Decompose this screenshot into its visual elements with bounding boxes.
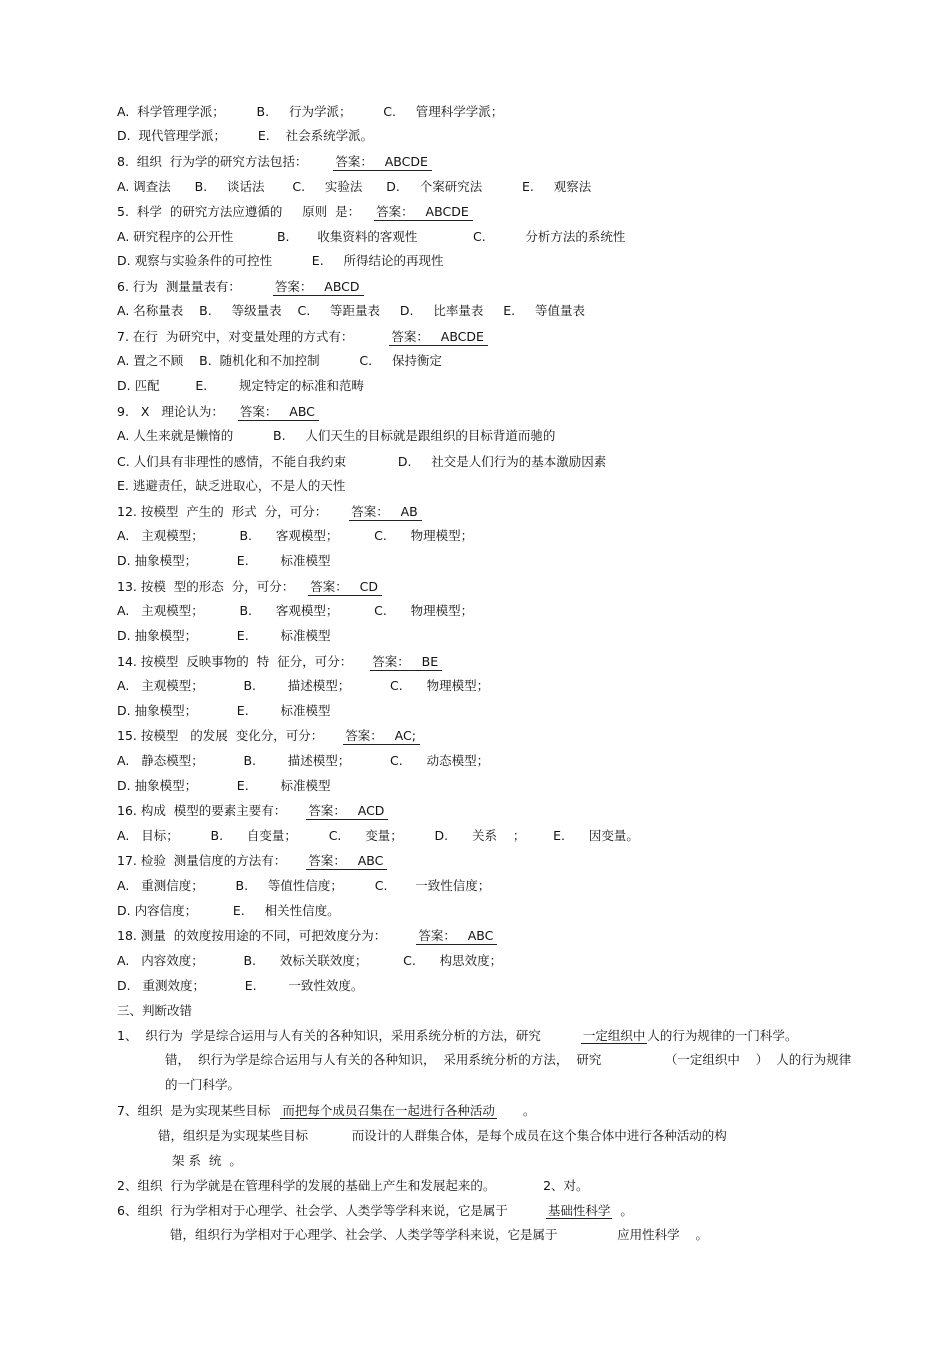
underlined-blank: 基础性科学 xyxy=(547,1203,611,1218)
option-line: A. 科学管理学派； B. 行为学派； C. 管理科学学派； xyxy=(117,104,504,119)
option-line: A. 静态模型； B. 描述模型； C. 动态模型； xyxy=(117,753,490,768)
option-line: D. 抽象模型； E. 标准模型 xyxy=(117,703,331,718)
option-line: A. 人生来就是懒惰的 B. 人们天生的目标就是跟组织的目标背道而驰的 xyxy=(117,428,556,443)
question-line xyxy=(117,853,387,870)
option-line: D. 现代管理学派； E. 社会系统学派。 xyxy=(117,128,374,143)
option-line: D. 抽象模型； E. 标准模型 xyxy=(117,778,331,793)
question-line xyxy=(117,504,422,521)
question-text: 14. 按模型 反映事物的 特 征分，可分： xyxy=(117,654,353,669)
underlined-blank: 而把每个成员召集在一起进行各种活动 xyxy=(282,1103,495,1118)
answer-text: 答案： ACD xyxy=(306,803,388,820)
section-heading: 三、判断改错 xyxy=(117,1003,193,1018)
option-line: D. 抽象模型； E. 标准模型 xyxy=(117,628,331,643)
underlined-blank: 一定组织中 xyxy=(582,1028,646,1043)
judge-item: 1、 织行为 学是综合运用与人有关的各种知识，采用系统分析的方法，研究 一定组织中 人的行为规律的一门科学。 xyxy=(117,1028,798,1043)
option-line: E. 逃避责任，缺乏进取心，不是人的天性 xyxy=(117,478,346,493)
answer-text: 答案： AC; xyxy=(343,728,420,745)
question-text: 16. 构成 模型的要素主要有： xyxy=(117,803,287,818)
option-line: A. 内容效度； B. 效标关联效度； C. 构思效度； xyxy=(117,953,503,968)
answer-text: 答案： ABCDE xyxy=(333,154,432,171)
answer-text: 答案： AB xyxy=(349,504,422,521)
question-text: 17. 检验 测量信度的方法有： xyxy=(117,853,287,868)
option-line: A. 重测信度； B. 等值性信度； C. 一致性信度； xyxy=(117,878,491,893)
question-line xyxy=(117,329,488,346)
option-line: A. 研究程序的公开性 B. 收集资料的客观性 C. 分析方法的系统性 xyxy=(117,229,626,244)
answer-text: 答案： ABCDE xyxy=(389,329,488,346)
option-line: A. 名称量表 B. 等级量表 C. 等距量表 D. 比率量表 E. 等值量表 xyxy=(117,303,585,318)
judge-item: 6、组织 行为学相对于心理学、社会学、人类学等学科来说，它是属于 基础性科学 。 xyxy=(117,1203,633,1218)
option-line: A. 目标； B. 自变量； C. 变量； D. 关系 ； E. 因变量。 xyxy=(117,828,639,843)
answer-text: 答案： ABCDE xyxy=(374,204,473,221)
option-line: A. 主观模型； B. 客观模型； C. 物理模型； xyxy=(117,603,474,618)
answer-text: 答案： ABCD xyxy=(273,279,364,296)
answer-text: 答案： ABC xyxy=(416,928,497,945)
judge-correction: 错，组织是为实现某些目标 而设计的人群集合体，是每个成员在这个集合体中进行各种活动的构 xyxy=(158,1128,727,1143)
option-line: D. 抽象模型； E. 标准模型 xyxy=(117,553,331,568)
question-text: 15. 按模型 的发展 变化分，可分： xyxy=(117,728,324,743)
judge-correction: 错，组织行为学相对于心理学、社会学、人类学等学科来说，它是属于 应用性科学 。 xyxy=(170,1227,708,1242)
judge-item: 7、组织 是为实现某些目标 而把每个成员召集在一起进行各种活动 。 xyxy=(117,1103,536,1118)
option-line: D. 观察与实验条件的可控性 E. 所得结论的再现性 xyxy=(117,253,444,268)
question-line xyxy=(117,654,442,671)
option-line: A. 主观模型； B. 描述模型； C. 物理模型； xyxy=(117,678,490,693)
question-line xyxy=(117,404,319,421)
option-line: C. 人们具有非理性的感情，不能自我约束 D. 社交是人们行为的基本激励因素 xyxy=(117,454,607,469)
question-text: 6. 行为 测量量表有： xyxy=(117,279,241,294)
question-line xyxy=(117,928,497,945)
question-line xyxy=(117,803,388,820)
answer-text: 答案： ABC xyxy=(238,404,319,421)
judge-correction: 错， 织行为学是综合运用与人有关的各种知识， 采用系统分析的方法， 研究 （一定组织中 ） 人的行为规律 xyxy=(165,1052,852,1067)
question-line xyxy=(117,204,473,221)
question-line xyxy=(117,154,432,171)
question-text: 8. 组织 行为学的研究方法包括： xyxy=(117,154,308,169)
question-line xyxy=(117,579,382,596)
option-line: D. 重测效度； E. 一致性效度。 xyxy=(117,978,364,993)
option-line: D. 内容信度； E. 相关性信度。 xyxy=(117,903,340,918)
option-line: A. 主观模型； B. 客观模型； C. 物理模型； xyxy=(117,528,474,543)
question-text: 9. X 理论认为： xyxy=(117,404,224,419)
question-text: 13. 按模 型的形态 分，可分： xyxy=(117,579,295,594)
answer-text: 答案： BE xyxy=(370,654,442,671)
answer-text: 答案： CD xyxy=(308,579,382,596)
option-line: A. 调查法 B. 谈话法 C. 实验法 D. 个案研究法 E. 观察法 xyxy=(117,179,592,194)
question-text: 12. 按模型 产生的 形式 分，可分： xyxy=(117,504,328,519)
answer-text: 答案： ABC xyxy=(306,853,387,870)
judge-correction: 的一门科学。 xyxy=(165,1077,241,1092)
option-line: A. 置之不顾 B. 随机化和不加控制 C. 保持衡定 xyxy=(117,353,442,368)
question-text: 7. 在行 为研究中，对变量处理的方式有： xyxy=(117,329,354,344)
question-text: 18. 测量 的效度按用途的不同，可把效度分为： xyxy=(117,928,387,943)
question-text: 5. 科学 的研究方法应遵循的 原则 是： xyxy=(117,204,361,219)
option-line: D. 匹配 E. 规定特定的标准和范畴 xyxy=(117,378,364,393)
question-line xyxy=(117,279,364,296)
judge-correction: 架 系 统 。 xyxy=(172,1153,242,1168)
question-line xyxy=(117,728,420,745)
judge-item: 2、组织 行为学就是在管理科学的发展的基础上产生和发展起来的。 2、对。 xyxy=(117,1178,589,1193)
